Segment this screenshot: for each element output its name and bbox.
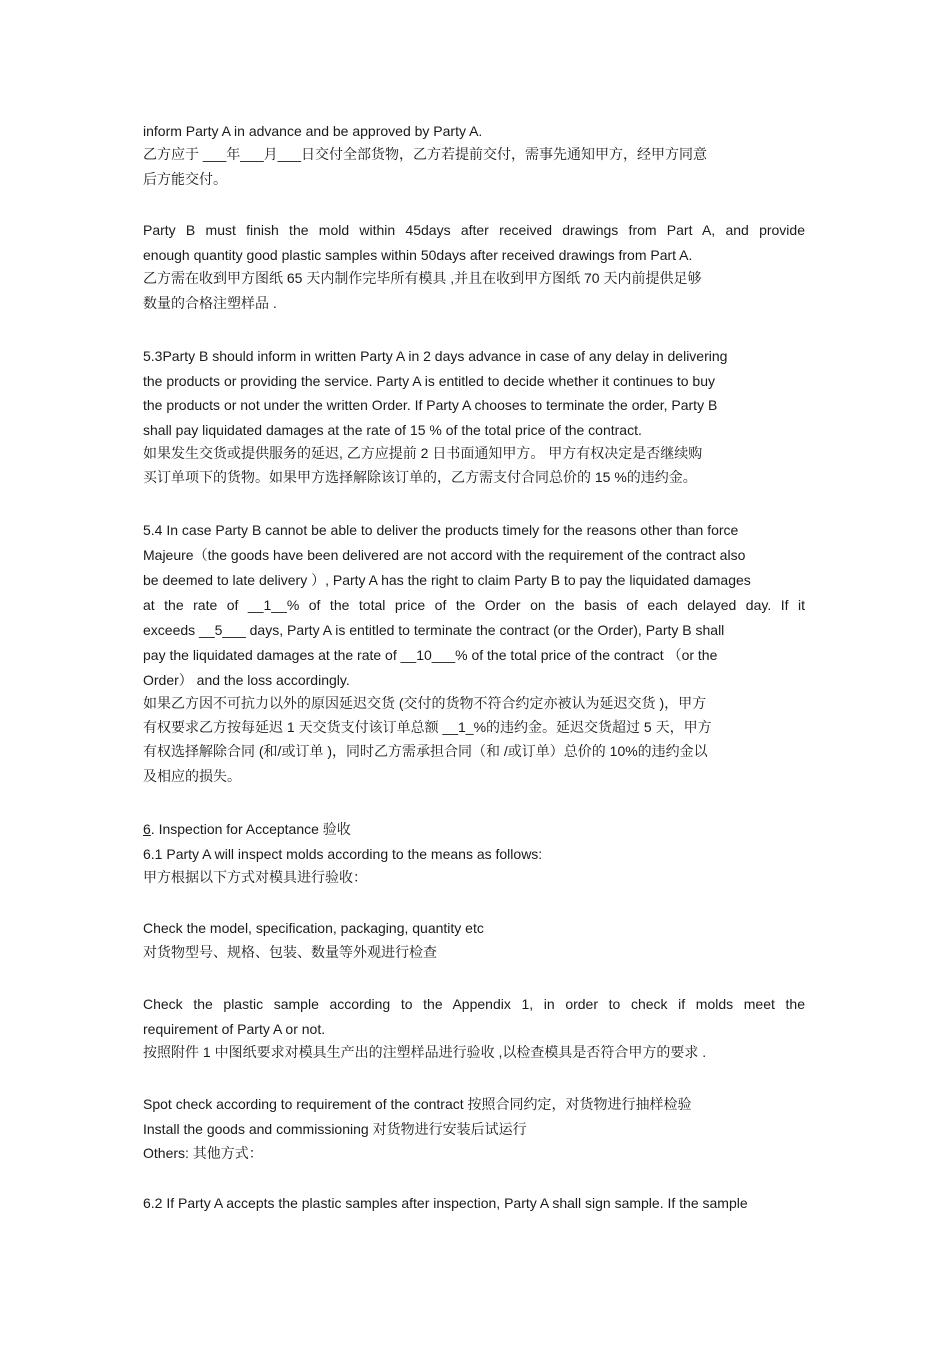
text-line: 买订单项下的货物。如果甲方选择解除该订单的，乙方需支付合同总价的 15 %的违约金。 [143,469,697,485]
section-title: . Inspection for Acceptance 验收 [150,821,351,837]
text-line: 乙方应于 ___年___月___日交付全部货物，乙方若提前交付，需事先通知甲方，经甲方同意 [143,146,707,162]
section-number: 6 [143,821,151,837]
text-line: 数量的合格注塑样品 . [143,295,277,311]
text-line: inform Party A in advance and be approved by Party A. [143,123,483,139]
text-line: at the rate of __1__% of the total price of the Order on the basis of each delayed day. If it [143,597,805,613]
text-line: Majeure（the goods have been delivered are not accord with the requirement of the contract also [143,547,746,563]
section-heading-6 [143,820,351,838]
text-line: Check the plastic sample according to the Appendix 1, in order to check if molds meet the [143,996,805,1012]
text-line: requirement of Party A or not. [143,1021,326,1037]
text-line: 有权要求乙方按每延迟 1 天交货支付该订单总额 __1_%的违约金。延迟交货超过 5 天，甲方 [143,719,712,735]
text-line: Others: 其他方式： [143,1145,263,1161]
text-line: 对货物型号、规格、包装、数量等外观进行检查 [143,944,437,960]
text-line: 5.3Party B should inform in written Party A in 2 days advance in case of any delay in delivering [143,348,728,364]
text-line: exceeds __5___ days, Party A is entitled to terminate the contract (or the Order), Party B shall [143,622,725,638]
text-line: Spot check according to requirement of the contract 按照合同约定，对货物进行抽样检验 [143,1096,692,1112]
text-line: 如果乙方因不可抗力以外的原因延迟交货 (交付的货物不符合约定亦被认为延迟交货 )，甲方 [143,695,707,711]
text-line: Install the goods and commissioning 对货物进行安装后试运行 [143,1121,527,1137]
text-line: 如果发生交货或提供服务的延迟, 乙方应提前 2 日书面通知甲方。 甲方有权决定是否继续购 [143,445,703,461]
text-line: pay the liquidated damages at the rate of __10___% of the total price of the contract （or the [143,647,718,663]
text-line: 5.4 In case Party B cannot be able to deliver the products timely for the reasons other than force [143,522,739,538]
text-line: be deemed to late delivery ）, Party A has the right to claim Party B to pay the liquidated damages [143,572,751,588]
text-line: 甲方根据以下方式对模具进行验收： [143,869,367,885]
text-line: the products or providing the service. Party A is entitled to decide whether it continues to buy [143,373,715,389]
text-line: Check the model, specification, packaging, quantity etc [143,920,484,936]
text-line: Party B must finish the mold within 45days after received drawings from Part A, and provide [143,222,805,238]
text-line: Order） and the loss accordingly. [143,672,350,688]
text-line: 有权选择解除合同 (和/或订单 )，同时乙方需承担合同（和 /或订单）总价的 10%的违约金以 [143,743,708,759]
text-line: 后方能交付。 [143,171,227,187]
text-line: shall pay liquidated damages at the rate of 15 % of the total price of the contract. [143,422,642,438]
text-line: 及相应的损失。 [143,768,241,784]
text-line: 6.1 Party A will inspect molds according to the means as follows: [143,846,543,862]
text-line: 按照附件 1 中图纸要求对模具生产出的注塑样品进行验收 ,以检查模具是否符合甲方的要求 . [143,1044,707,1060]
text-line: enough quantity good plastic samples within 50days after received drawings from Part A. [143,247,693,263]
text-line: the products or not under the written Order. If Party A chooses to terminate the order, Party B [143,397,718,413]
text-line: 乙方需在收到甲方图纸 65 天内制作完毕所有模具 ,并且在收到甲方图纸 70 天内前提供足够 [143,270,702,286]
text-line: 6.2 If Party A accepts the plastic samples after inspection, Party A shall sign sample. If the sample [143,1195,748,1211]
